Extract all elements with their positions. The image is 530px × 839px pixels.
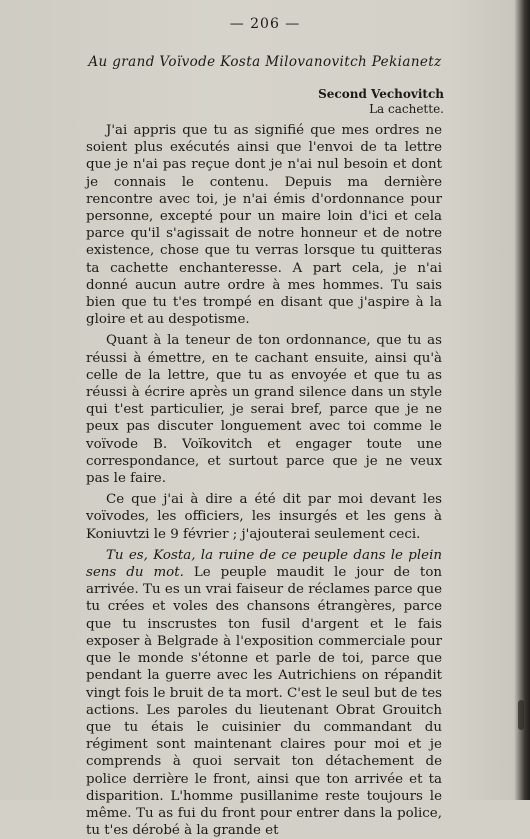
- page-edge-mark: [518, 700, 524, 730]
- paragraph-2: Quant à la teneur de ton ordonnance, que tu as réussi à émettre, en te cachant ensuite, ainsi qu'à celle de la lettre, que tu as envoyée et que tu as réussi à écrire après un grand silence dans un style qui t'est particulier, je serai bref, parce que je ne peux pas discuter longuement avec toi comme le voïvode B. Voïkovitch et engager toute une correspondance, et surtout parce que je ne veux pas le faire.: [86, 333, 442, 487]
- paragraph-4-text: Le peuple maudit le jour de ton arrivée. Tu es un vrai faiseur de réclames parce que tu crées et voles des chansons étrangères, parce que tu inscrustes ton fusil d'argent et le fais exposer à Belgrade à l'exposition commerciale pour que le monde s'étonne et parle de toi, parce que pendant la guerre avec les Autrichiens on répandit vingt fois le bruit de ta mort. C'est le seul but de tes actions. Les paroles du lieutenant Obrat Grouitch que tu étais le cuisinier du commandant du régiment sont maintenant claires pour moi et je comprends à quoi servait ton détachement de police derrière le front, ainsi que ton arrivée et ta disparition. L'homme pusillanime reste toujours le même. Tu as fui du front pour entrer dans la police, tu t'es dérobé à la grande et: [86, 565, 443, 839]
- sender-place: La cachette.: [369, 102, 444, 116]
- paragraph-1: J'ai appris que tu as signifié que mes ordres ne soient plus exécutés ainsi que l'envoi de ta lettre que je n'ai pas reçue dont je n'ai nul besoin et dont je connais le contenu. Depuis ma dernière rencontre avec toi, je n'ai émis d'ordonnance pour personne, excepté pour un maire loin d'ici et cela parce qu'il s'agissait de notre honneur et de notre existence, chose que tu verras lorsque tu quitteras ta cachette enchanteresse. A part cela, je n'ai donné aucun autre ordre à mes hommes. Tu sais bien que tu t'es trompé en disant que j'aspire à la gloire et au despotisme.: [86, 123, 442, 328]
- sender-name: Second Vechovitch: [318, 87, 444, 101]
- paragraph-4: [86, 547, 442, 839]
- letter-body: [86, 122, 442, 839]
- paragraph-3: Ce que j'ai à dire a été dit par moi devant les voïvodes, les officiers, les insurgés et les gens à Koniuvtzi le 9 février ; j'ajouterai seulement ceci.: [86, 492, 442, 542]
- letter-sender: [318, 87, 444, 117]
- page-number: — 206 —: [229, 16, 301, 32]
- paragraph-4-italic: Tu es, Kosta, la ruine de ce peuple dans le plein sens du mot.: [86, 547, 442, 581]
- letter-addressee: Au grand Voïvode Kosta Milovanovitch Pekianetz: [88, 54, 442, 70]
